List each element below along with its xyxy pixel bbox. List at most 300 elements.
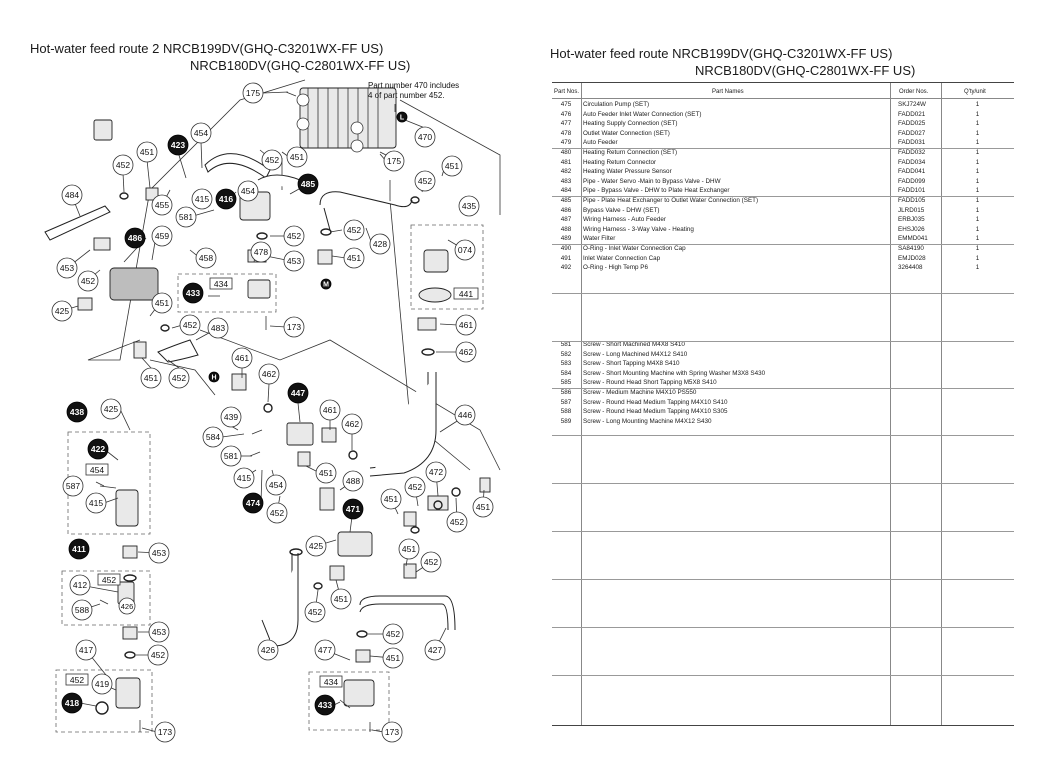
part-number-cell: 484 [560, 187, 572, 195]
callout-425 [101, 399, 121, 419]
callout-452-text: 452 [449, 517, 465, 527]
callout-452-text: 452 [407, 482, 423, 492]
table-row [552, 398, 1014, 408]
quantity-cell: 1 [975, 101, 980, 108]
callout-418 [62, 693, 82, 713]
callout-411 [69, 539, 89, 559]
callout-452 [262, 150, 282, 170]
callout-452 [113, 155, 133, 175]
part-number-cell: 476 [560, 110, 572, 118]
quantity-cell: 1 [975, 206, 980, 214]
callout-415-text: 415 [194, 194, 210, 204]
table-row [552, 110, 1014, 120]
callout-455 [152, 195, 172, 215]
part-name-cell: Bypass Valve - DHW (SET) [583, 206, 660, 214]
part-name-cell: Heating Return Connector [583, 158, 657, 166]
callout-074-text: 074 [457, 245, 473, 255]
marker-h: H [211, 374, 217, 382]
callout-173-text: 173 [286, 322, 302, 332]
callout-452-text: 452 [115, 160, 131, 170]
part-name-cell: Screw - Long Mounting Machine M4X12 S430 [583, 417, 712, 425]
callout-451 [141, 368, 161, 388]
callout-427-text: 427 [427, 645, 443, 655]
part-number-cell: 487 [560, 216, 572, 224]
table-row [552, 350, 1014, 360]
order-number-cell: FADD041 [898, 168, 926, 176]
part-name-cell: Circulation Pump (SET) [583, 101, 650, 108]
table-row [552, 263, 1014, 273]
part-name-cell: Screw - Round Head Short Tapping M5X8 S410 [583, 379, 717, 387]
row-divider [552, 627, 1014, 628]
callout-451 [399, 539, 419, 559]
callout-425-text: 425 [54, 306, 70, 316]
part-number-cell: 481 [560, 158, 572, 166]
callout-461 [320, 400, 340, 420]
part-number-cell: 581 [560, 341, 572, 348]
part-name-cell: Screw - Round Head Medium Tapping M4X10 S305 [583, 408, 728, 416]
callout-426-text: 426 [260, 645, 276, 655]
order-number-cell: FADD031 [898, 139, 926, 147]
callout-461 [456, 315, 476, 335]
callout-425 [52, 301, 72, 321]
callout-417-text: 417 [78, 645, 94, 655]
order-number-cell: FADD025 [898, 120, 926, 128]
callout-462-text: 462 [261, 369, 277, 379]
callout-173 [382, 722, 402, 742]
part-name-cell: Heating Supply Connection (SET) [583, 120, 678, 128]
part-number-cell: 583 [560, 360, 572, 368]
callout-488-text: 488 [345, 476, 361, 486]
callout-451-text: 451 [154, 298, 170, 308]
order-number-cell: FADD021 [898, 110, 926, 118]
callout-412 [70, 575, 90, 595]
callout-452 [415, 171, 435, 191]
callout-175 [243, 83, 263, 103]
callout-452 [148, 645, 168, 665]
row-divider [552, 293, 1014, 294]
quantity-cell: 1 [975, 187, 980, 195]
callout-446 [455, 405, 475, 425]
part-name-cell: Pipe - Plate Heat Exchanger to Outlet Water Connection (SET) [583, 196, 759, 204]
callout-478-text: 478 [253, 247, 269, 257]
order-number-cell: EHSJ026 [898, 225, 925, 233]
callout-419-text: 419 [94, 679, 110, 689]
callout-433-text: 433 [185, 288, 201, 298]
callout-428-text: 428 [372, 239, 388, 249]
callout-451-text: 451 [346, 253, 362, 263]
callout-477 [315, 640, 335, 660]
callout-470 [415, 127, 435, 147]
callout-423-text: 423 [170, 140, 186, 150]
callout-581 [176, 207, 196, 227]
callout-412-text: 412 [72, 580, 88, 590]
quantity-cell: 1 [975, 244, 980, 252]
table-row [552, 388, 1014, 398]
callout-175-text: 175 [386, 156, 402, 166]
callout-446-text: 446 [457, 410, 473, 420]
row-divider [552, 148, 1014, 149]
part-name-cell: Screw - Medium Machine M4X10 PS550 [583, 388, 697, 396]
callout-439-text: 439 [223, 412, 239, 422]
callout-451-text: 451 [289, 152, 305, 162]
callout-435-text: 435 [461, 201, 477, 211]
callout-419 [92, 674, 112, 694]
part-name-cell: Water Filter [583, 235, 616, 243]
marker-l: L [399, 114, 405, 122]
callout-458-text: 458 [198, 253, 214, 263]
table-row [552, 244, 1014, 254]
callout-452-text: 452 [269, 508, 285, 518]
callout-462-text: 462 [458, 347, 474, 357]
box-label-434: 434 [323, 677, 339, 687]
callout-477-text: 477 [317, 645, 333, 655]
callout-461-text: 461 [234, 353, 250, 363]
callout-451-text: 451 [143, 373, 159, 383]
callout-173-text: 173 [384, 727, 400, 737]
callout-454 [191, 123, 211, 143]
callout-471 [343, 499, 363, 519]
order-number-cell: FADD032 [898, 148, 926, 156]
part-number-cell: 475 [560, 101, 572, 108]
callout-451-text: 451 [383, 494, 399, 504]
part-name-cell: O-Ring - Inlet Water Connection Cap [583, 244, 686, 252]
quantity-cell: 1 [975, 129, 980, 137]
callout-451-text: 451 [444, 161, 460, 171]
callout-452-text: 452 [264, 155, 280, 165]
callout-458 [196, 248, 216, 268]
part-name-cell: Pipe - Water Servo -Main to Bypass Valve - DHW [583, 177, 721, 185]
callout-452 [344, 220, 364, 240]
callout-485-text: 485 [300, 179, 316, 189]
part-name-cell: O-Ring - High Temp P6 [583, 264, 648, 272]
callout-425-text: 425 [308, 541, 324, 551]
callout-474 [243, 493, 263, 513]
part-name-cell: Inlet Water Connection Cap [583, 254, 661, 262]
row-divider [552, 435, 1014, 436]
callout-453 [149, 543, 169, 563]
part-name-cell: Wiring Harness - 3-Way Valve - Heating [583, 225, 694, 233]
callout-581-text: 581 [223, 451, 239, 461]
callout-462 [259, 364, 279, 384]
callout-426 [258, 640, 278, 660]
callout-454-text: 454 [240, 186, 256, 196]
callout-485 [298, 174, 318, 194]
right-table-title [550, 45, 915, 79]
part-number-cell: 492 [560, 264, 572, 272]
order-number-cell: FADD034 [898, 158, 926, 166]
callout-483 [208, 318, 228, 338]
callout-451 [442, 156, 462, 176]
callout-433 [315, 695, 335, 715]
part-name-cell: Auto Feeder Inlet Water Connection (SET) [583, 110, 702, 118]
order-number-cell: JLRD015 [898, 206, 925, 214]
table-row [552, 196, 1014, 206]
callout-584 [203, 427, 223, 447]
marker-m: M [323, 281, 329, 289]
part-number-cell: 478 [560, 129, 572, 137]
callout-451 [344, 248, 364, 268]
part-number-cell: 586 [560, 388, 572, 396]
table-row [552, 119, 1014, 129]
part-number-cell: 485 [560, 196, 572, 204]
quantity-cell: 1 [975, 148, 980, 156]
callout-486-text: 486 [127, 233, 143, 243]
part-name-cell: Auto Feeder [583, 139, 618, 147]
order-number-cell: EMJD028 [898, 254, 926, 262]
callout-484-text: 484 [64, 190, 80, 200]
table-row [552, 206, 1014, 216]
table-row [552, 359, 1014, 369]
callout-452-text: 452 [307, 607, 323, 617]
part-name-cell: Screw - Short Tapping M4X8 S410 [583, 360, 680, 368]
screw-rows [552, 340, 1014, 426]
part-number-cell: 488 [560, 225, 572, 233]
table-row [552, 417, 1014, 427]
callout-426 [119, 598, 135, 614]
table-row [552, 177, 1014, 187]
table-row [552, 378, 1014, 388]
quantity-cell: 1 [975, 177, 980, 185]
callout-452 [180, 315, 200, 335]
callout-451 [287, 147, 307, 167]
callout-452-text: 452 [423, 557, 439, 567]
part-number-cell: 584 [560, 369, 572, 377]
callout-588-text: 588 [74, 605, 90, 615]
callout-426-text: 426 [120, 602, 134, 611]
callout-418-text: 418 [64, 698, 80, 708]
right-title-line-1: Hot-water feed route NRCB199DV(GHQ-C3201WX-FF US) [550, 46, 893, 61]
callout-415 [192, 189, 212, 209]
callout-452 [284, 226, 304, 246]
part-name-cell: Outlet Water Connection (SET) [583, 129, 670, 137]
part-name-cell: Heating Water Pressure Sensor [583, 168, 672, 176]
header-qty: Q'ty/unit [964, 89, 986, 95]
callout-451 [473, 497, 493, 517]
part-number-cell: 589 [560, 417, 572, 425]
box-label-441: 441 [458, 289, 474, 299]
callout-438 [67, 402, 87, 422]
note-line-2: 4 of part number 452. [368, 91, 445, 100]
part-number-cell: 483 [560, 177, 572, 185]
order-number-cell: FADD105 [898, 196, 926, 204]
quantity-cell: 1 [975, 196, 980, 204]
callout-472 [426, 462, 446, 482]
callout-478 [251, 242, 271, 262]
header-part-names: Part Names [712, 89, 744, 95]
box-label-452: 452 [101, 575, 117, 585]
table-header-row [552, 89, 1014, 99]
callout-451 [381, 489, 401, 509]
table-row [552, 158, 1014, 168]
part-number-cell: 479 [560, 139, 572, 147]
callout-454-text: 454 [193, 128, 209, 138]
callout-451-text: 451 [401, 544, 417, 554]
callout-428 [370, 234, 390, 254]
callout-453-text: 453 [151, 548, 167, 558]
row-divider [552, 244, 1014, 245]
callout-451-text: 451 [318, 468, 334, 478]
order-number-cell: ERBJ035 [898, 216, 925, 224]
note-line-1: Part number 470 includes [368, 81, 460, 90]
callout-472-text: 472 [428, 467, 444, 477]
callout-452-text: 452 [150, 650, 166, 660]
table-row [552, 254, 1014, 264]
order-number-cell: FADD101 [898, 187, 926, 195]
callout-422-text: 422 [90, 444, 106, 454]
callout-452-text: 452 [286, 231, 302, 241]
part-number-cell: 491 [560, 254, 572, 262]
order-number-cell: FADD027 [898, 129, 926, 137]
right-title-line-2: NRCB180DV(GHQ-C2801WX-FF US) [695, 63, 916, 78]
quantity-cell: 1 [975, 225, 980, 233]
quantity-cell: 1 [975, 168, 980, 176]
callout-451 [383, 648, 403, 668]
callout-074 [455, 240, 475, 260]
callout-486 [125, 228, 145, 248]
quantity-cell: 1 [975, 264, 980, 272]
callout-474-text: 474 [245, 498, 261, 508]
callout-461 [232, 348, 252, 368]
parts-list-table [552, 82, 1014, 726]
part-name-cell: Screw - Round Head Medium Tapping M4X10 S410 [583, 398, 728, 406]
callout-415 [86, 493, 106, 513]
callout-459-text: 459 [154, 231, 170, 241]
callout-452-text: 452 [385, 629, 401, 639]
quantity-cell: 1 [975, 158, 980, 166]
callout-453-text: 453 [286, 256, 302, 266]
quantity-cell: 1 [975, 254, 980, 262]
row-divider [552, 341, 1014, 342]
callout-461-text: 461 [322, 405, 338, 415]
table-row [552, 407, 1014, 417]
quantity-cell: 1 [975, 120, 980, 128]
callout-433-text: 433 [317, 700, 333, 710]
callout-439 [221, 407, 241, 427]
callout-447-text: 447 [290, 388, 306, 398]
callout-447 [288, 383, 308, 403]
callout-455-text: 455 [154, 200, 170, 210]
quantity-cell: 1 [975, 216, 980, 224]
callout-411-text: 411 [72, 544, 86, 554]
quantity-cell: 1 [975, 110, 980, 118]
callout-470-text: 470 [417, 132, 433, 142]
part-number-cell: 486 [560, 206, 572, 214]
header-part-nos: Part Nos. [553, 89, 579, 95]
callout-453 [57, 258, 77, 278]
part-name-cell: Screw - Short Machined M4X8 S410 [583, 341, 685, 348]
callout-173-text: 173 [157, 727, 173, 737]
part-name-cell: Screw - Long Machined M4X12 S410 [583, 350, 688, 358]
callout-427 [425, 640, 445, 660]
row-divider [552, 388, 1014, 389]
callout-462 [342, 414, 362, 434]
callout-452-text: 452 [417, 176, 433, 186]
order-number-cell: EMMD041 [898, 235, 928, 243]
callout-587-text: 587 [65, 481, 81, 491]
callout-471-text: 471 [345, 504, 361, 514]
callout-451-text: 451 [475, 502, 491, 512]
callout-173 [155, 722, 175, 742]
callout-423 [168, 135, 188, 155]
callout-584-text: 584 [205, 432, 221, 442]
row-divider [552, 196, 1014, 197]
callout-438-text: 438 [69, 407, 85, 417]
callout-422 [88, 439, 108, 459]
part-name-cell: Heating Return Connection (SET) [583, 148, 678, 156]
callout-581 [221, 446, 241, 466]
row-divider [552, 531, 1014, 532]
box-label-452: 452 [69, 675, 85, 685]
callout-451 [137, 142, 157, 162]
callout-451 [152, 293, 172, 313]
part-rows [552, 100, 1014, 273]
assembly-callouts [59, 135, 363, 715]
table-row [552, 186, 1014, 196]
header-order-nos: Order Nos. [899, 89, 929, 95]
callout-416-text: 416 [218, 194, 234, 204]
callout-452 [305, 602, 325, 622]
callout-452 [421, 552, 441, 572]
callout-451-text: 451 [385, 653, 401, 663]
callout-415 [234, 468, 254, 488]
callout-425-text: 425 [103, 404, 119, 414]
quantity-cell: 1 [975, 235, 980, 243]
part-number-cell: 587 [560, 398, 572, 406]
callout-453 [149, 622, 169, 642]
callout-425 [306, 536, 326, 556]
table-row [552, 129, 1014, 139]
table-row [552, 100, 1014, 110]
callout-416 [216, 189, 236, 209]
callout-588 [72, 600, 92, 620]
callout-461-text: 461 [458, 320, 474, 330]
callout-484 [62, 185, 82, 205]
order-number-cell: FADD099 [898, 177, 926, 185]
part-name-cell: Screw - Short Mounting Machine with Spring Washer M3X8 S430 [583, 369, 766, 377]
callout-581-text: 581 [178, 212, 194, 222]
callout-175 [384, 151, 404, 171]
quantity-cell: 1 [975, 139, 980, 147]
row-divider [552, 579, 1014, 580]
callout-451 [316, 463, 336, 483]
callout-452 [169, 368, 189, 388]
table-row [552, 234, 1014, 244]
callout-454-text: 454 [268, 480, 284, 490]
callout-452-text: 452 [171, 373, 187, 383]
part-name-cell: Pipe - Bypass Valve - DHW to Plate Heat Exchanger [583, 187, 730, 195]
callout-451-text: 451 [333, 594, 349, 604]
callout-452 [405, 477, 425, 497]
callout-454 [238, 181, 258, 201]
part-number-cell: 489 [560, 235, 572, 243]
callout-453-text: 453 [59, 263, 75, 273]
callout-453 [284, 251, 304, 271]
callout-452-text: 452 [182, 320, 198, 330]
callout-462-text: 462 [344, 419, 360, 429]
callout-415-text: 415 [236, 473, 252, 483]
callout-452 [383, 624, 403, 644]
callout-417 [76, 640, 96, 660]
table-row [552, 148, 1014, 158]
callout-175-text: 175 [245, 88, 261, 98]
callout-452-text: 452 [346, 225, 362, 235]
part-number-cell: 480 [560, 148, 572, 156]
part-name-cell: Wiring Harness - Auto Feeder [583, 216, 666, 224]
callout-488 [343, 471, 363, 491]
callout-587 [63, 476, 83, 496]
table-row [552, 138, 1014, 148]
row-divider [552, 675, 1014, 676]
